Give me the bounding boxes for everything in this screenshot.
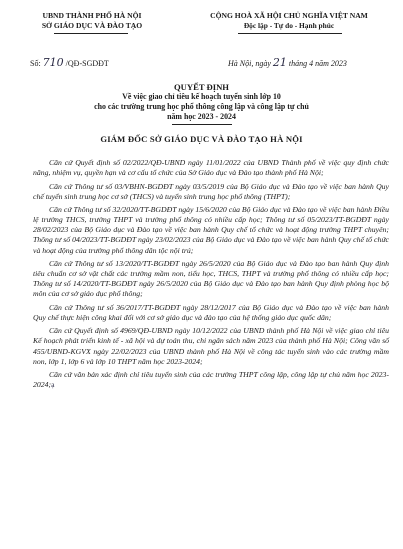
issue-date bbox=[228, 56, 347, 69]
document-body bbox=[33, 158, 389, 394]
legal-basis-paragraph: Căn cứ Thông tư số 32/2020/TT-BGDĐT ngày 15/6/2020 của Bộ Giáo dục và Đào tạo về việc ban hành Điều lệ trường THCS, trường THPT và trường phổ thông có nhiều cấp học; Thông tư số 05/2023/TT-BGDĐT ngày 28/02/2023 của Bộ Giáo dục và Đào tạo về việc ban hành Quy chế tổ chức và hoạt động trường THPT chuyên; Thông tư số 04/2023/TT-BGDĐT ngày 23/02/2023 của Bộ Giáo dục và Đào tạo về việc ban hành Quy chế tổ chức và hoạt động của trường phổ thông dân tộc nội trú; bbox=[33, 205, 389, 255]
doc-number-prefix: Số: bbox=[30, 59, 41, 68]
legal-basis-paragraph: Căn cứ Quyết định số 02/2022/QĐ-UBND ngày 11/01/2022 của UBND Thành phố về việc quy định chức năng, nhiệm vụ, quyền hạn và cơ cấu tổ chức của Sở Giáo dục và Đào tạo thành phố Hà Nội; bbox=[33, 158, 389, 178]
date-day-handwritten: 21 bbox=[272, 56, 287, 69]
document-title: QUYẾT ĐỊNH bbox=[174, 82, 229, 92]
last-paragraph-text: Căn cứ văn bản xác định chỉ tiêu tuyển sinh của các trường THPT công lập, công lập tự chủ năm học 2023-2024; bbox=[33, 370, 389, 390]
legal-basis-paragraph: Căn cứ Thông tư số 36/2017/TT-BGDĐT ngày 28/12/2017 của Bộ Giáo dục và Đào tạo về việc ban hành Quy chế thực hiện công khai đối với cơ sở giáo dục và đào tạo của hệ thống giáo dục quốc dân; bbox=[33, 302, 389, 322]
subject-line-2: cho các trường trung học phổ thông công lập và công lập tự chủ bbox=[94, 102, 309, 111]
document-subject bbox=[40, 92, 363, 122]
date-suffix: tháng 4 năm 2023 bbox=[288, 59, 347, 68]
document-number bbox=[30, 56, 109, 69]
legal-basis-paragraph: Căn cứ Quyết định số 4969/QĐ-UBND ngày 10/12/2022 của UBND thành phố Hà Nội về việc giao chỉ tiêu Kế hoạch phát triển kinh tế - xã hội và dự toán thu, chi ngân sách năm 2023 của thành phố Hà Nội; Công văn số 455/UBND-KGVX ngày 22/02/2023 của UBND thành phố Hà Nội về công tác tuyển sinh vào các trường mầm non, lớp 1, lớp 6 và lớp 10 THPT năm học 2023-2024; bbox=[33, 326, 389, 366]
subject-line-1: Về việc giao chỉ tiêu kế hoạch tuyển sinh lớp 10 bbox=[122, 92, 281, 101]
legal-basis-paragraph: Căn cứ Thông tư số 13/2020/TT-BGDĐT ngày 26/5/2020 của Bộ Giáo dục và Đào tạo ban hành Quy định tiêu chuẩn cơ sở vật chất các trường mầm non, tiểu học, THCS, THPT và trường phổ thông có nhiều cấp học; Thông tư số 14/2020/TT-BGDĐT ngày 26/5/2020 của Bộ Giáo dục và Đào tạo ban hành Quy định phòng học bộ môn của cơ sở giáo dục phổ thông; bbox=[33, 259, 389, 299]
motto-underline bbox=[238, 33, 342, 34]
date-prefix: Hà Nội, ngày bbox=[228, 59, 271, 68]
subject-line-3: năm học 2023 - 2024 bbox=[167, 112, 236, 121]
doc-number-handwritten: 710 bbox=[42, 56, 64, 69]
legal-basis-paragraph: Căn cứ Thông tư số 03/VBHN-BGDĐT ngày 03/5/2019 của Bộ Giáo dục và Đào tạo về việc ban hành Quy chế tuyển sinh trung học cơ sở (THCS) và tuyển sinh trung học phổ thông (THPT); bbox=[33, 181, 389, 201]
authority-line-2: SỞ GIÁO DỤC VÀ ĐÀO TẠO bbox=[41, 21, 143, 30]
subject-underline bbox=[172, 124, 232, 125]
national-motto bbox=[186, 11, 392, 31]
issuer-heading: GIÁM ĐỐC SỞ GIÁO DỤC VÀ ĐÀO TẠO HÀ NỘI bbox=[100, 134, 303, 144]
legal-basis-paragraph bbox=[33, 370, 389, 390]
handwritten-initial-mark: ạ bbox=[51, 380, 55, 390]
authority-line-1: UBND THÀNH PHỐ HÀ NỘI bbox=[42, 11, 142, 20]
motto-line: Độc lập - Tự do - Hạnh phúc bbox=[243, 21, 335, 30]
authority-underline bbox=[54, 33, 128, 34]
country-name: CỘNG HOÀ XÃ HỘI CHỦ NGHĨA VIỆT NAM bbox=[210, 11, 368, 20]
issuing-authority bbox=[12, 11, 172, 31]
doc-number-suffix: /QĐ-SGDĐT bbox=[65, 59, 109, 68]
